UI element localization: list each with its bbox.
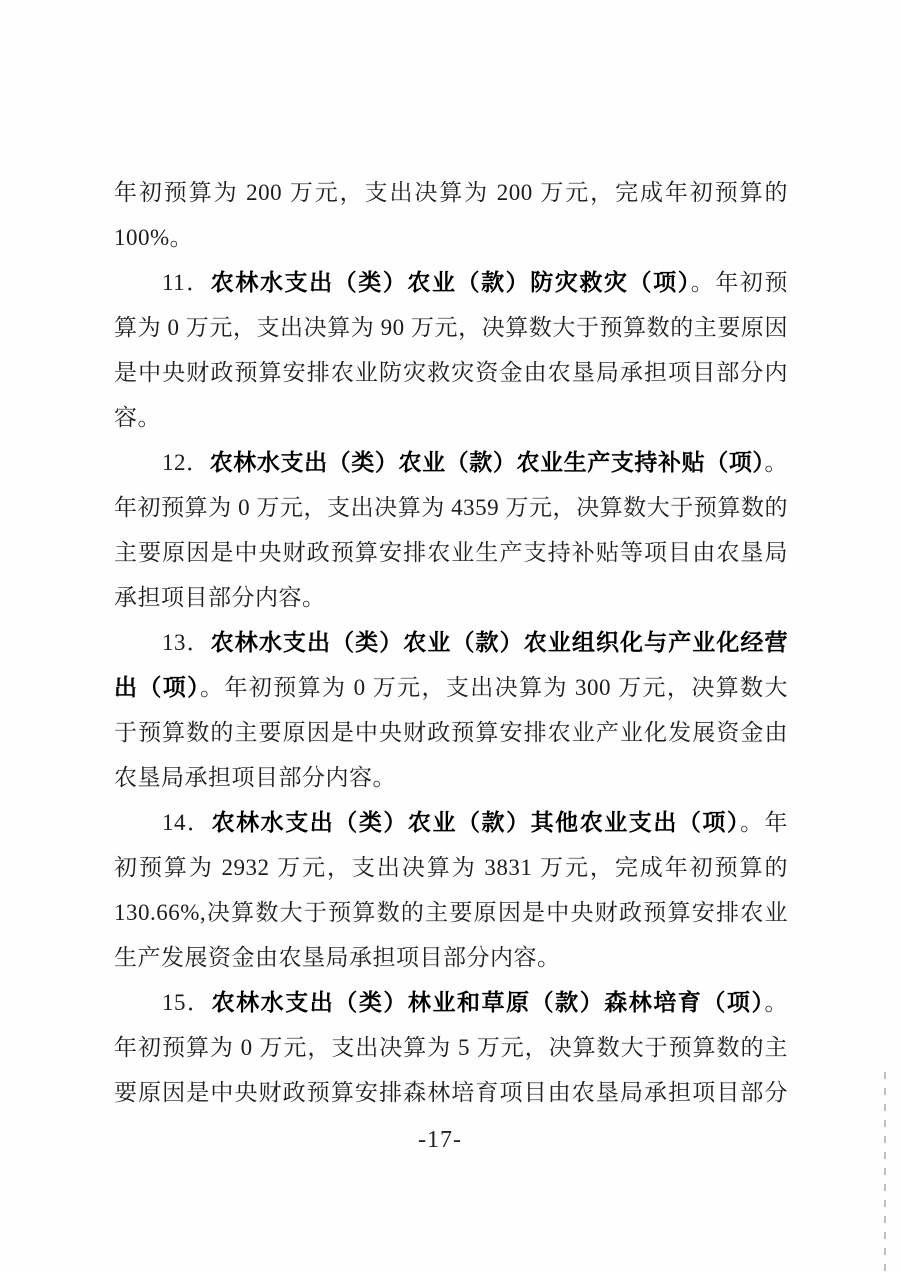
page-number: -17- (418, 1127, 462, 1153)
text-segment: 容。 (114, 405, 161, 430)
text-segment: 承担项目部分内容。 (114, 585, 326, 610)
text-segment: 。 (764, 990, 789, 1015)
text-segment: 12． (162, 450, 210, 475)
scan-edge-artifact (884, 1072, 886, 1273)
text-segment: 是中央财政预算安排农业防灾救灾资金由农垦局承担项目部分内 (114, 360, 788, 385)
expenditure-item-title: 农林水支出（类）农业（款）防灾救灾（项） (210, 270, 691, 295)
text-line (114, 215, 788, 260)
text-segment: 初预算为 2932 万元，支出决算为 3831 万元，完成年初预算的 (114, 855, 788, 880)
text-segment: 年初预算为 0 万元，支出决算为 5 万元，决算数大于预算数的主 (114, 1035, 788, 1060)
text-segment: 生产发展资金由农垦局承担项目部分内容。 (114, 945, 561, 970)
text-segment: 主要原因是中央财政预算安排农业生产支持补贴等项目由农垦局 (114, 540, 788, 565)
text-line (114, 890, 788, 935)
expenditure-item-title: 农林水支出（类）农业（款）农业生产支持补贴（项） (209, 450, 765, 475)
text-segment: 农垦局承担项目部分内容。 (114, 765, 396, 790)
text-line (114, 395, 788, 440)
text-line (114, 800, 788, 845)
text-segment: 于预算数的主要原因是中央财政预算安排农业产业化发展资金由 (114, 720, 788, 745)
text-segment: 年初预算为 200 万元，支出决算为 200 万元，完成年初预算的 (114, 180, 788, 205)
text-line (114, 935, 788, 980)
text-segment: 算为 0 万元，支出决算为 90 万元，决算数大于预算数的主要原因 (114, 315, 788, 340)
text-line (114, 170, 788, 215)
text-line (114, 710, 788, 755)
text-line (114, 1070, 788, 1115)
text-segment: 。年初预 (690, 270, 789, 295)
text-segment: 要原因是中央财政预算安排森林培育项目由农垦局承担项目部分 (114, 1080, 788, 1105)
text-segment: 13． (162, 630, 211, 655)
text-segment: 100%。 (114, 225, 194, 250)
text-line (114, 980, 788, 1025)
document-body (114, 170, 788, 1115)
text-line (114, 305, 788, 350)
text-line (114, 575, 788, 620)
text-line (114, 260, 788, 305)
text-line (114, 620, 788, 665)
expenditure-item-title: 农林水支出（类）农业（款）农业组织化与产业化经营 (210, 630, 789, 655)
expenditure-item-title: 农林水支出（类）农业（款）其他农业支出（项） (211, 810, 740, 835)
text-line (114, 530, 788, 575)
text-segment: 年初预算为 0 万元，支出决算为 4359 万元，决算数大于预算数的 (114, 495, 788, 520)
expenditure-item-title: 农林水支出（类）林业和草原（款）森林培育（项） (211, 990, 765, 1015)
text-segment: 。年初预算为 0 万元，支出决算为 300 万元，决算数大 (200, 675, 789, 700)
text-segment: 15． (162, 990, 212, 1015)
text-line (114, 755, 788, 800)
text-segment: 。年 (739, 810, 789, 835)
text-line (114, 665, 788, 710)
text-line (114, 845, 788, 890)
text-line (114, 350, 788, 395)
text-segment: 14． (162, 810, 212, 835)
text-line (114, 485, 788, 530)
text-segment: 130.66%,决算数大于预算数的主要原因是中央财政预算安排农业 (114, 900, 788, 925)
text-line (114, 440, 788, 485)
text-segment: 。 (764, 450, 789, 475)
expenditure-item-title: 出（项） (114, 675, 201, 700)
text-segment: 11． (162, 270, 211, 295)
text-line (114, 1025, 788, 1070)
